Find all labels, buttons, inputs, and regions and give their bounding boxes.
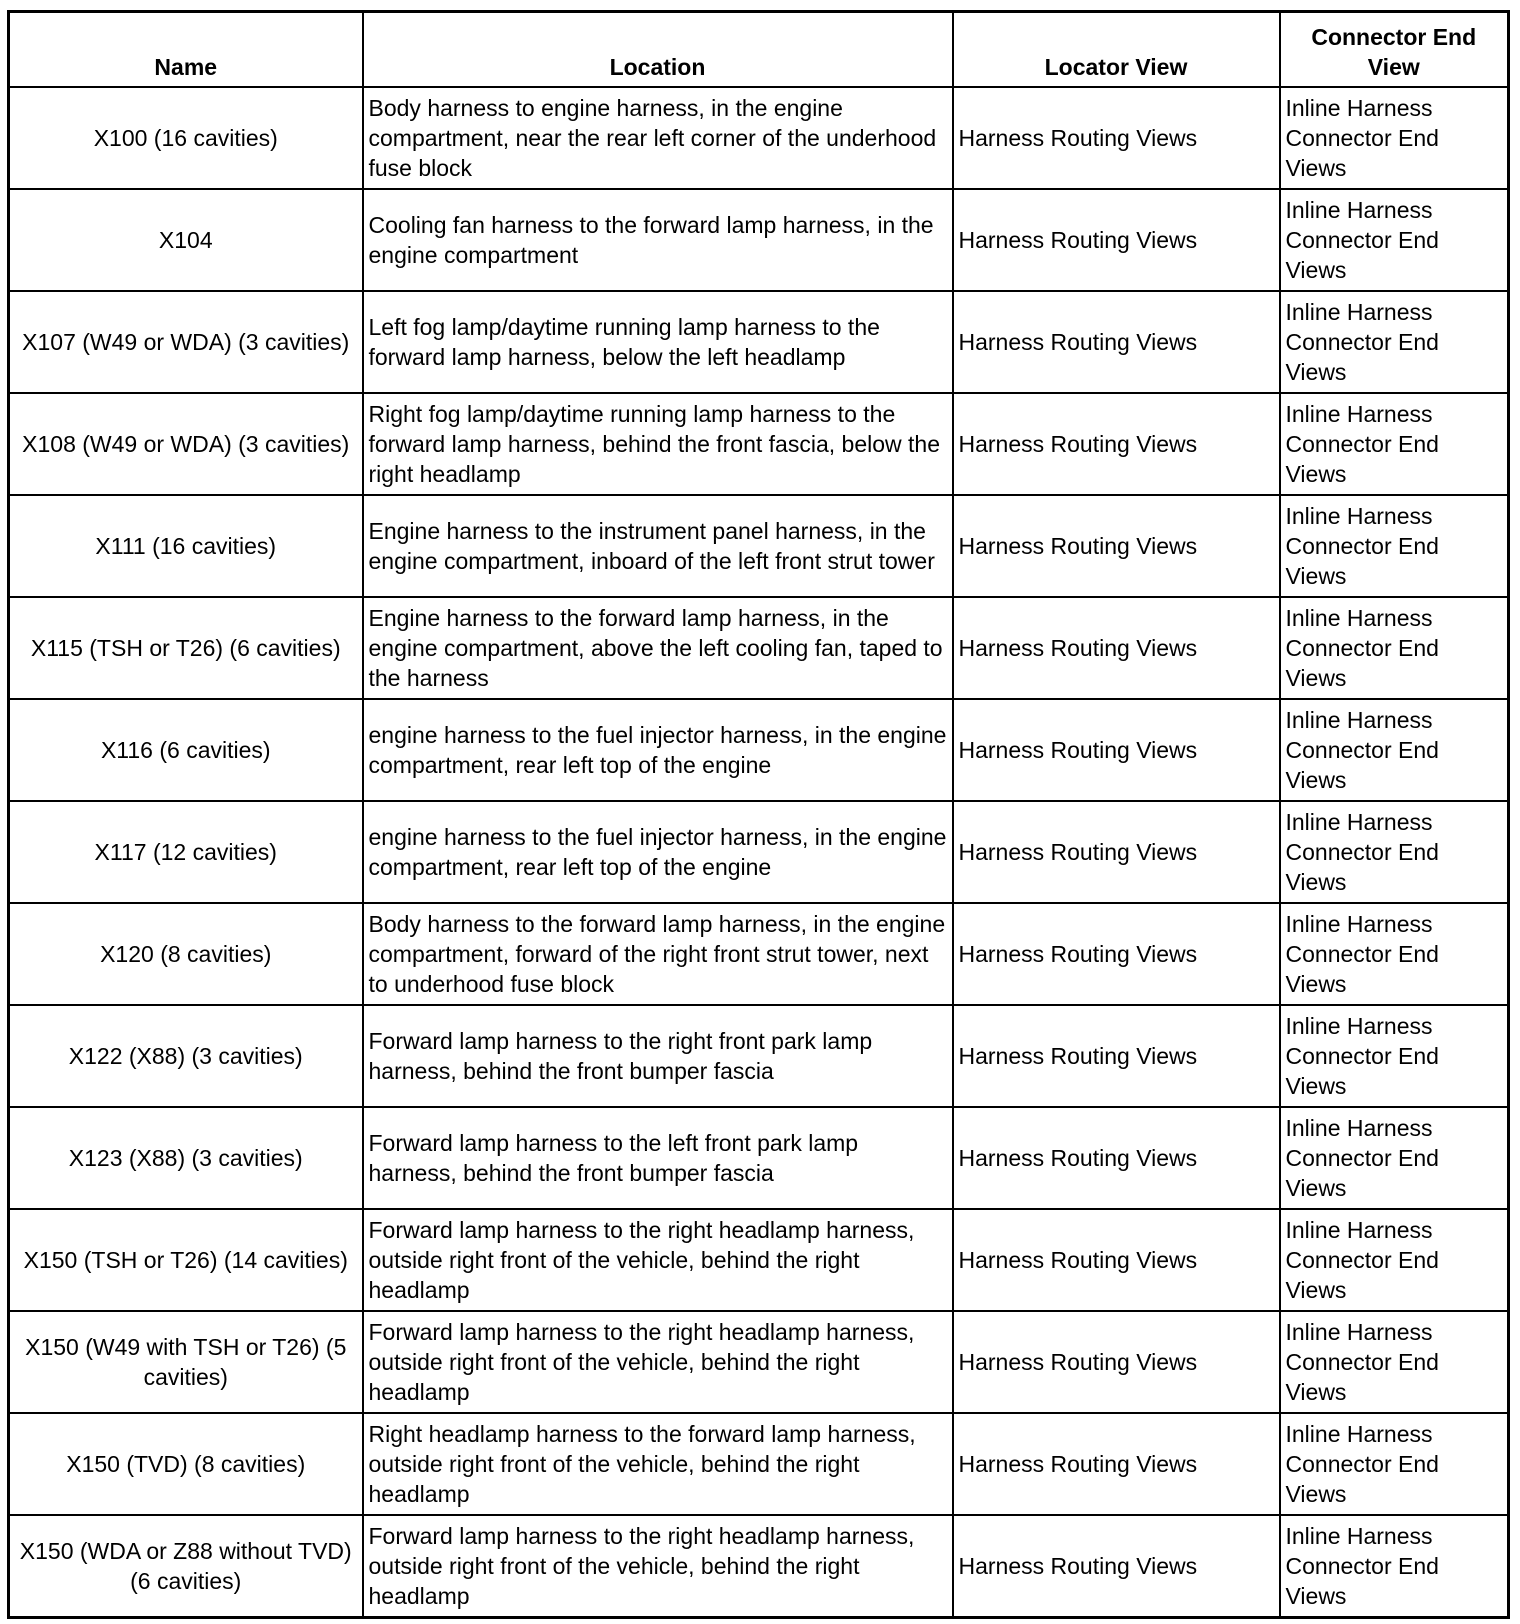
cell-locator-view: Harness Routing Views <box>953 291 1280 393</box>
cell-name: X107 (W49 or WDA) (3 cavities) <box>9 291 363 393</box>
cell-connector-end-view: Inline Harness Connector End Views <box>1280 801 1509 903</box>
cell-name: X117 (12 cavities) <box>9 801 363 903</box>
table-row <box>9 801 1509 903</box>
cell-locator-view: Harness Routing Views <box>953 1515 1280 1618</box>
cell-name: X120 (8 cavities) <box>9 903 363 1005</box>
connector-table <box>7 10 1510 1619</box>
table-row <box>9 495 1509 597</box>
cell-connector-end-view: Inline Harness Connector End Views <box>1280 597 1509 699</box>
table-row <box>9 291 1509 393</box>
cell-location: engine harness to the fuel injector harness, in the engine compartment, rear left top of the engine <box>363 699 953 801</box>
cell-connector-end-view: Inline Harness Connector End Views <box>1280 1005 1509 1107</box>
table-row <box>9 393 1509 495</box>
header-locator-view: Locator View <box>953 12 1280 88</box>
table-row <box>9 1209 1509 1311</box>
cell-location: Forward lamp harness to the right headlamp harness, outside right front of the vehicle, behind the right headlamp <box>363 1209 953 1311</box>
cell-locator-view: Harness Routing Views <box>953 87 1280 189</box>
header-location: Location <box>363 12 953 88</box>
cell-name: X150 (TVD) (8 cavities) <box>9 1413 363 1515</box>
cell-name: X150 (TSH or T26) (14 cavities) <box>9 1209 363 1311</box>
cell-locator-view: Harness Routing Views <box>953 1107 1280 1209</box>
table-body <box>9 87 1509 1618</box>
cell-location: Engine harness to the instrument panel harness, in the engine compartment, inboard of the left front strut tower <box>363 495 953 597</box>
cell-location: Left fog lamp/daytime running lamp harness to the forward lamp harness, below the left headlamp <box>363 291 953 393</box>
table-row <box>9 903 1509 1005</box>
table-row <box>9 597 1509 699</box>
table-row <box>9 1413 1509 1515</box>
table-row <box>9 1107 1509 1209</box>
cell-location: Engine harness to the forward lamp harness, in the engine compartment, above the left cooling fan, taped to the harness <box>363 597 953 699</box>
cell-locator-view: Harness Routing Views <box>953 1413 1280 1515</box>
cell-connector-end-view: Inline Harness Connector End Views <box>1280 87 1509 189</box>
cell-connector-end-view: Inline Harness Connector End Views <box>1280 699 1509 801</box>
cell-connector-end-view: Inline Harness Connector End Views <box>1280 393 1509 495</box>
cell-name: X122 (X88) (3 cavities) <box>9 1005 363 1107</box>
cell-location: engine harness to the fuel injector harness, in the engine compartment, rear left top of the engine <box>363 801 953 903</box>
table-row <box>9 189 1509 291</box>
cell-name: X104 <box>9 189 363 291</box>
cell-name: X150 (W49 with TSH or T26) (5 cavities) <box>9 1311 363 1413</box>
cell-locator-view: Harness Routing Views <box>953 1311 1280 1413</box>
cell-location: Body harness to engine harness, in the engine compartment, near the rear left corner of the underhood fuse block <box>363 87 953 189</box>
cell-name: X100 (16 cavities) <box>9 87 363 189</box>
cell-connector-end-view: Inline Harness Connector End Views <box>1280 291 1509 393</box>
cell-locator-view: Harness Routing Views <box>953 1005 1280 1107</box>
table-row <box>9 1005 1509 1107</box>
table-row <box>9 699 1509 801</box>
cell-name: X115 (TSH or T26) (6 cavities) <box>9 597 363 699</box>
cell-name: X116 (6 cavities) <box>9 699 363 801</box>
table-header <box>9 12 1509 88</box>
cell-locator-view: Harness Routing Views <box>953 597 1280 699</box>
header-name: Name <box>9 12 363 88</box>
cell-connector-end-view: Inline Harness Connector End Views <box>1280 1311 1509 1413</box>
cell-locator-view: Harness Routing Views <box>953 801 1280 903</box>
cell-location: Forward lamp harness to the left front park lamp harness, behind the front bumper fascia <box>363 1107 953 1209</box>
header-connector-end-view: Connector End View <box>1280 12 1509 88</box>
cell-connector-end-view: Inline Harness Connector End Views <box>1280 1413 1509 1515</box>
cell-connector-end-view: Inline Harness Connector End Views <box>1280 189 1509 291</box>
cell-name: X150 (WDA or Z88 without TVD) (6 cavities) <box>9 1515 363 1618</box>
cell-location: Forward lamp harness to the right headlamp harness, outside right front of the vehicle, behind the right headlamp <box>363 1515 953 1618</box>
cell-locator-view: Harness Routing Views <box>953 495 1280 597</box>
cell-connector-end-view: Inline Harness Connector End Views <box>1280 495 1509 597</box>
cell-location: Forward lamp harness to the right headlamp harness, outside right front of the vehicle, behind the right headlamp <box>363 1311 953 1413</box>
cell-location: Right headlamp harness to the forward lamp harness, outside right front of the vehicle, behind the right headlamp <box>363 1413 953 1515</box>
cell-locator-view: Harness Routing Views <box>953 393 1280 495</box>
cell-connector-end-view: Inline Harness Connector End Views <box>1280 1107 1509 1209</box>
table-row <box>9 87 1509 189</box>
cell-locator-view: Harness Routing Views <box>953 699 1280 801</box>
cell-name: X123 (X88) (3 cavities) <box>9 1107 363 1209</box>
cell-location: Cooling fan harness to the forward lamp harness, in the engine compartment <box>363 189 953 291</box>
table-row <box>9 1311 1509 1413</box>
cell-locator-view: Harness Routing Views <box>953 903 1280 1005</box>
cell-locator-view: Harness Routing Views <box>953 189 1280 291</box>
cell-connector-end-view: Inline Harness Connector End Views <box>1280 903 1509 1005</box>
cell-name: X108 (W49 or WDA) (3 cavities) <box>9 393 363 495</box>
cell-locator-view: Harness Routing Views <box>953 1209 1280 1311</box>
cell-connector-end-view: Inline Harness Connector End Views <box>1280 1209 1509 1311</box>
cell-connector-end-view: Inline Harness Connector End Views <box>1280 1515 1509 1618</box>
cell-name: X111 (16 cavities) <box>9 495 363 597</box>
cell-location: Forward lamp harness to the right front park lamp harness, behind the front bumper fascia <box>363 1005 953 1107</box>
table-row <box>9 1515 1509 1618</box>
cell-location: Body harness to the forward lamp harness, in the engine compartment, forward of the right front strut tower, next to underhood fuse block <box>363 903 953 1005</box>
header-row <box>9 12 1509 88</box>
cell-location: Right fog lamp/daytime running lamp harness to the forward lamp harness, behind the front fascia, below the right headlamp <box>363 393 953 495</box>
